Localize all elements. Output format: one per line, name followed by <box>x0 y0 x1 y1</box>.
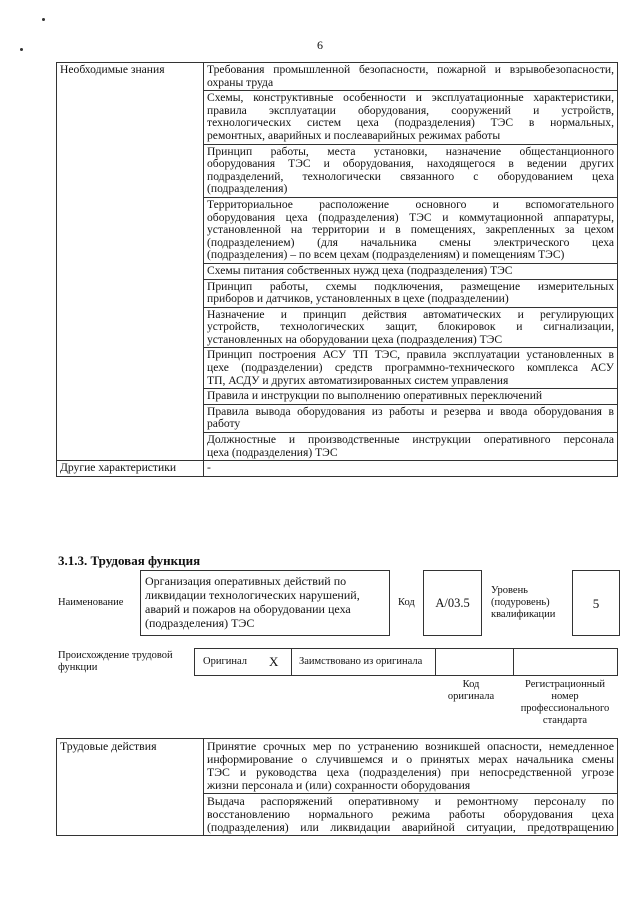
text-line: номер <box>551 691 579 702</box>
code-original-caption <box>436 679 506 703</box>
text-line: Код <box>462 679 480 690</box>
scan-speck <box>42 18 45 21</box>
text-line: Принятие срочных мер по устранению возникшей опасности, немедленное <box>207 739 614 753</box>
knowledge-item <box>204 307 618 348</box>
level-value: 5 <box>592 596 600 611</box>
cell-divider <box>291 649 292 675</box>
knowledge-item <box>204 433 618 461</box>
text-line: (подуровень) <box>491 597 550 608</box>
name-label: Наименование <box>58 597 124 608</box>
text-line: (подразделения) ТЭС <box>145 616 255 630</box>
text-line: стандарта <box>542 715 588 726</box>
text-line: оригинала <box>447 691 495 702</box>
knowledge-item <box>204 197 618 263</box>
text-line: информирование о случившемся и о принятых мерах начальника смены <box>207 752 614 766</box>
text-line: правила эксплуатации оборудования, сооружений и устройств, <box>207 103 614 117</box>
text-line: цеха (подразделения) ТЭС <box>207 445 338 459</box>
text-line: работу <box>207 417 241 431</box>
original-label: Оригинал <box>203 656 247 667</box>
text-line: Должностные и производственные инструкции оперативного персонала <box>207 433 614 447</box>
text-line: ТЭС и руководства цеха (подразделения) при непосредственной угрозе <box>207 765 614 779</box>
text-line: профессионального <box>520 703 610 714</box>
origin-box <box>194 648 618 676</box>
text-line: Принцип построения АСУ ТП ТЭС, правила эксплуатации установленных в <box>207 348 614 362</box>
text-line: Происхождение трудовой <box>58 650 173 661</box>
text-line: (подразделения) <box>207 182 288 196</box>
code-label: Код <box>398 597 415 608</box>
section-title: 3.1.3. Трудовая функция <box>58 553 201 568</box>
text-line: Схемы, конструктивные особенности и эксплуатационные характеристики, <box>207 91 614 105</box>
knowledge-item <box>204 348 618 389</box>
actions-table <box>56 738 618 836</box>
knowledge-table <box>56 62 618 477</box>
text-line: ремонтных, аварийных и послеаварийных режимах работы <box>207 128 501 142</box>
knowledge-item <box>204 91 618 144</box>
code-box <box>423 570 482 636</box>
function-name-box <box>140 570 390 636</box>
text-line: оборудования ТЭС и оборудования, находящегося в ведении других <box>207 157 614 171</box>
action-item <box>204 794 618 836</box>
other-label: Другие характеристики <box>57 461 204 477</box>
origin-label <box>58 650 173 674</box>
knowledge-item <box>204 279 618 307</box>
text-line: восстановлению нормального режима работы оборудования цеха <box>207 807 614 821</box>
text-line: Регистрационный <box>525 679 605 690</box>
text-line: устройств, технологических защит, блокировок и сигнализации, <box>207 320 614 334</box>
code-value: А/03.5 <box>435 596 470 610</box>
text-line: Правила и инструкции по выполнению оперативных переключений <box>207 389 543 403</box>
text-line: ликвидации технологических нарушений, <box>145 588 360 602</box>
level-box <box>572 570 620 636</box>
registration-number-caption <box>512 679 618 727</box>
text-line: технологических систем цеха (подразделения) ТЭС в нормальных, <box>207 116 614 130</box>
page-number: 6 <box>317 38 323 52</box>
text-line: Территориальное расположение основного и вспомогательного <box>207 197 614 211</box>
text-line: приборов и датчиков, установленных в цехе (подразделении) <box>207 292 509 306</box>
table-row <box>57 63 618 91</box>
knowledge-item <box>204 389 618 405</box>
text-line: Уровень <box>491 585 528 596</box>
cell-divider <box>435 649 436 675</box>
table-row <box>57 739 618 794</box>
text-line: Принцип работы, схемы подключения, размещение измерительных <box>207 279 614 293</box>
text-line: квалификации <box>491 609 556 620</box>
cell-divider <box>513 649 514 675</box>
text-line: Правила вывода оборудования из работы и резерва и ввода оборудования в <box>207 404 614 418</box>
text-line: Принцип работы, места установки, назначение общестанционного <box>207 144 614 158</box>
original-mark: X <box>269 654 279 669</box>
actions-label: Трудовые действия <box>57 739 204 836</box>
text-line: (подразделения) – по всем цехам (подразделениям) и помещениям ТЭС) <box>207 248 565 262</box>
text-line: Организация оперативных действий по <box>145 574 347 588</box>
text-line: ТП, АСДУ и других автоматизированных систем управления <box>207 373 509 387</box>
knowledge-label: Необходимые знания <box>57 63 204 461</box>
text-line: аварий и пожаров на оборудовании цеха <box>145 602 351 616</box>
text-line: Требования промышленной безопасности, пожарной и взрывобезопасности, <box>207 63 614 76</box>
level-label <box>491 585 555 621</box>
text-line: цехе (подразделении) средств программно-технического комплекса АСУ <box>207 361 614 375</box>
text-line: Выдача распоряжений оперативному и ремонтному персоналу по <box>207 794 614 808</box>
text-line: охраны труда <box>207 75 274 89</box>
knowledge-item <box>204 144 618 197</box>
text-line: жизни персонала и (или) сохранности оборудования <box>207 778 471 792</box>
text-line: установленных на оборудовании цеха (подразделения) ТЭС <box>207 332 503 346</box>
text-line: (подразделением) (для начальника смены электрического цеха <box>207 235 614 249</box>
text-line: (подразделения) или ликвидации аварийной ситуации, предотвращению <box>207 820 614 834</box>
action-item <box>204 739 618 794</box>
text-line: установленной на территории и в помещениях, закрепленных за цехом <box>207 223 614 237</box>
text-line: Назначение и принцип действия автоматических и регулирующих <box>207 307 614 321</box>
borrowed-label: Заимствовано из оригинала <box>299 656 423 667</box>
other-value: - <box>204 461 618 477</box>
knowledge-item <box>204 404 618 432</box>
function-name <box>141 571 389 633</box>
text-line: Схемы питания собственных нужд цеха (подразделения) ТЭС <box>207 263 513 277</box>
text-line: оборудования цеха (подразделения) ТЭС и коммутационной аппаратуры, <box>207 210 614 224</box>
text-line: функции <box>58 662 98 673</box>
knowledge-item <box>204 63 618 91</box>
knowledge-item <box>204 263 618 279</box>
table-row <box>57 461 618 477</box>
text-line: подразделений, технологически связанного с оборудованием цеха <box>207 169 614 183</box>
